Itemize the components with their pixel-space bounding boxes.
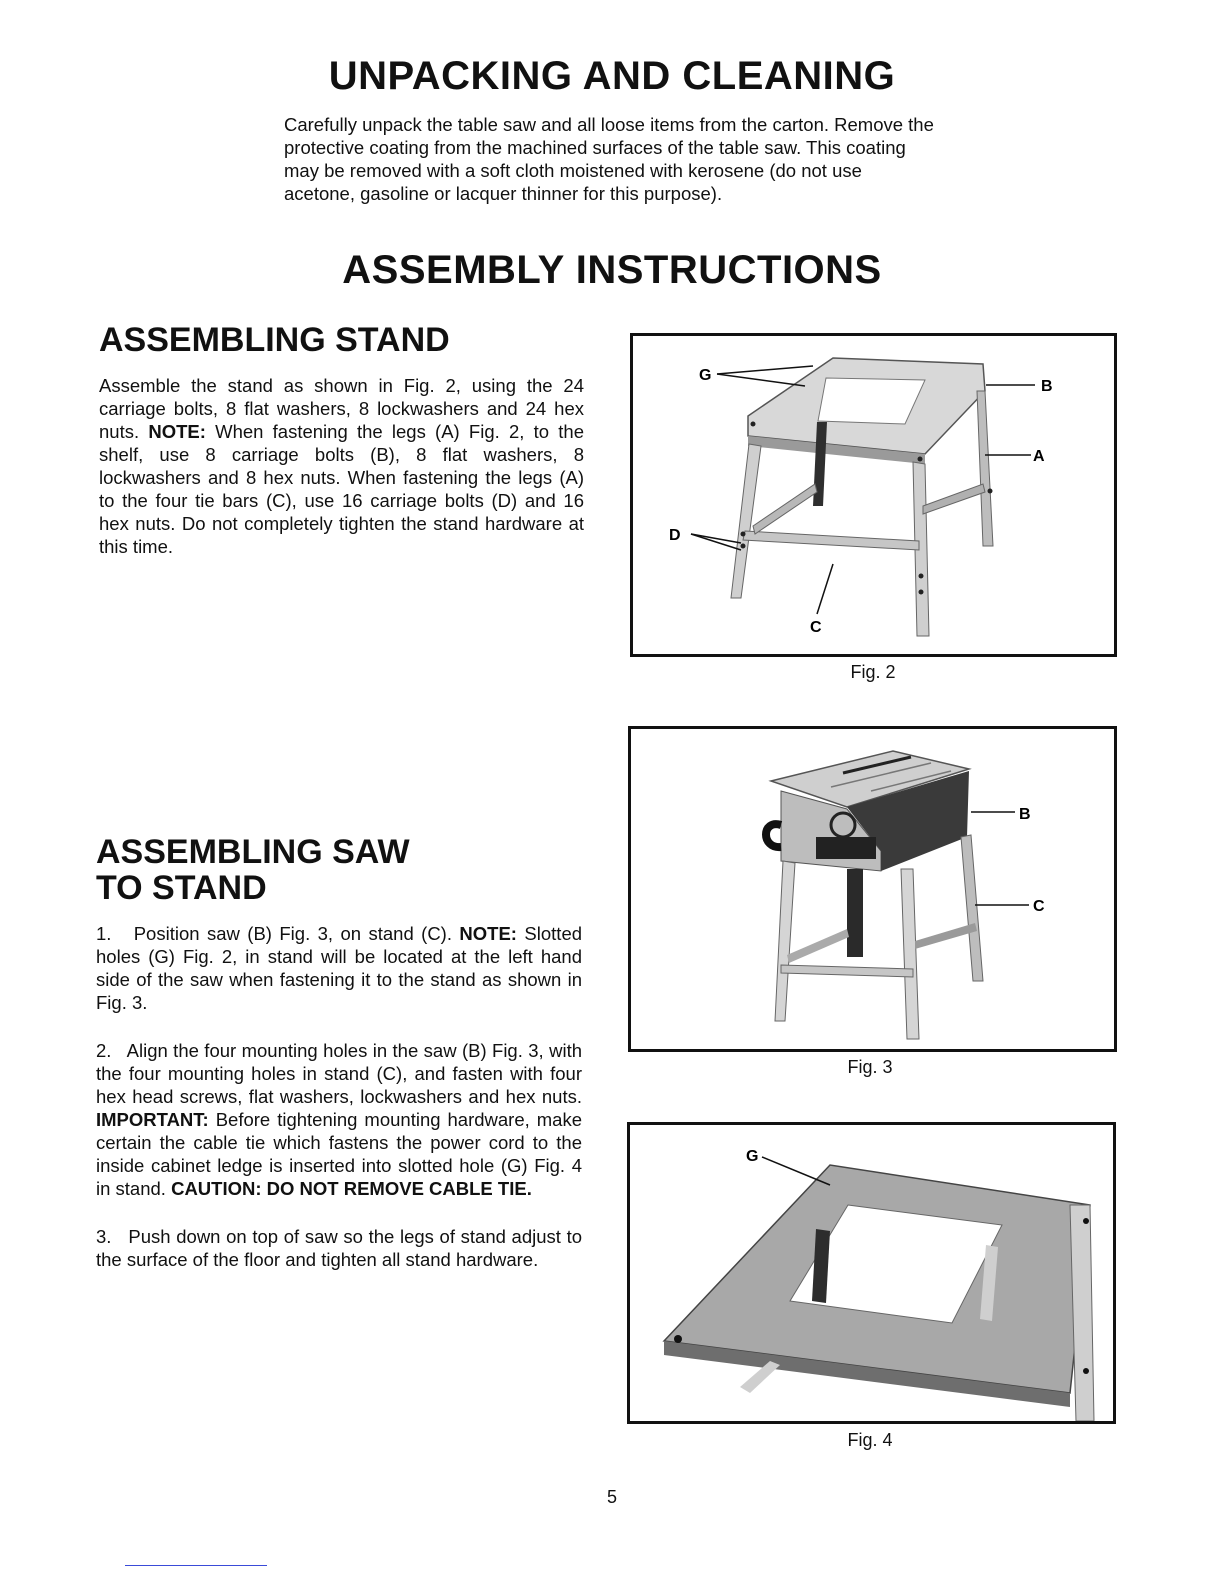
tie-bar-left [787,929,849,963]
power-cord [766,824,781,847]
saw-title-line1: ASSEMBLING SAW [96,833,410,871]
leg-right-side [1070,1205,1094,1421]
section-title-assembling-stand: ASSEMBLING STAND [99,321,450,359]
figure-4-drawing [630,1125,1113,1421]
tie-bar-front [743,531,919,550]
label-d: D [669,527,681,544]
step3-number: 3. [96,1226,112,1247]
leader-g [717,366,813,374]
figure-3-saw-on-stand [628,726,1117,1052]
figure-2-caption: Fig. 2 [850,662,896,682]
figure-3-drawing [631,729,1114,1049]
step2-text: Align the four mounting holes in the saw (B) Fig. 3, with the four mounting holes in stand (C), and fasten with four hex head screws, flat washers, lockwashers and hex nuts. [96,1040,582,1107]
label-g: G [699,367,712,384]
tie-bar-front [781,965,913,977]
bolt [741,532,746,537]
saw-step-1 [96,922,582,1014]
leader-g [762,1157,830,1185]
page-title-unpacking: UNPACKING AND CLEANING [328,54,896,98]
page-title-assembly: ASSEMBLY INSTRUCTIONS [342,248,882,292]
stand-note-text: When fastening the legs (A) Fig. 2, to the shelf, use 8 carriage bolts (B), 8 flat washers, 8 lockwashers and 8 hex nuts. When fastening the legs (A) to the four tie bars (C), use 16 carriage bolts (D) and 16 hex nuts. Do not completely tighten the stand hardware at this time. [99,421,584,557]
footer-rule [125,1565,267,1566]
step1-note-text: Slotted holes (G) Fig. 2, in stand will be located at the left hand side of the saw when fastening it to the stand as shown in Fig. 3. [96,923,583,1013]
bolt [919,574,924,579]
tie-bar-left [753,484,817,534]
stand-leg-front-left [775,861,795,1021]
figure-3-caption: Fig. 3 [847,1057,893,1077]
stand-leg-front-right [901,869,919,1039]
label-b: B [1019,806,1031,823]
figure-4-stand-top [627,1122,1116,1424]
unpacking-paragraph: Carefully unpack the table saw and all loose items from the carton. Remove the protective coating from the machined surfaces of the table saw. This coating may be removed with a soft cloth moistened with kerosene (do not use acetone, gasoline or lacquer thinner for this purpose). [284,114,934,204]
stand-leg-front-left [731,444,761,598]
bolt [674,1335,682,1343]
bolt [919,590,924,595]
step2-important-label: IMPORTANT: [96,1109,209,1130]
step2-important-text: Before tightening mounting hardware, make certain the cable tie which fastens the power cord to the inside cabinet ledge is inserted into slotted hole (G) Fig. 4 in stand. [96,1109,582,1199]
saw-step-3 [96,1225,582,1271]
leader-g2 [717,374,805,386]
step2-number: 2. [96,1040,112,1061]
stand-leg-back-left [847,869,863,957]
label-c: C [810,619,822,636]
stand-leg-back-right [977,391,993,546]
tie-bar-right [915,923,977,949]
leader-c [817,564,833,614]
page-number: 5 [606,1487,617,1507]
saw-step-2 [96,1039,582,1200]
step1-note-label: NOTE: [459,923,517,944]
stand-intro-text: Assemble the stand as shown in Fig. 2, using the 24 carriage bolts, 8 flat washers, 8 lockwashers and 24 hex nuts. [99,375,584,442]
tie-bar-right [923,484,985,514]
label-b: B [1041,378,1053,395]
bolt [988,489,993,494]
bolt [918,457,923,462]
step1-text: Position saw (B) Fig. 3, on stand (C). [133,923,452,944]
bolt [741,544,746,549]
figure-4-caption: Fig. 4 [847,1430,893,1450]
bolt [751,422,756,427]
step3-text: Push down on top of saw so the legs of stand adjust to the surface of the floor and tighten all stand hardware. [96,1226,583,1270]
step1-number: 1. [96,923,112,944]
section-title-assembling-saw [96,834,410,906]
bolt [1083,1368,1089,1374]
label-a: A [1033,448,1045,465]
bolt [1083,1218,1089,1224]
assembling-stand-paragraph [99,374,584,558]
figure-2-drawing [633,336,1114,654]
stand-note-label: NOTE: [148,421,206,442]
label-c: C [1033,898,1045,915]
saw-control-panel [816,837,876,859]
step2-caution: CAUTION: DO NOT REMOVE CABLE TIE. [171,1178,532,1199]
figure-2-stand [630,333,1117,657]
stand-leg-back-right [961,835,983,981]
saw-title-line2: TO STAND [96,869,267,907]
label-g: G [746,1148,759,1165]
